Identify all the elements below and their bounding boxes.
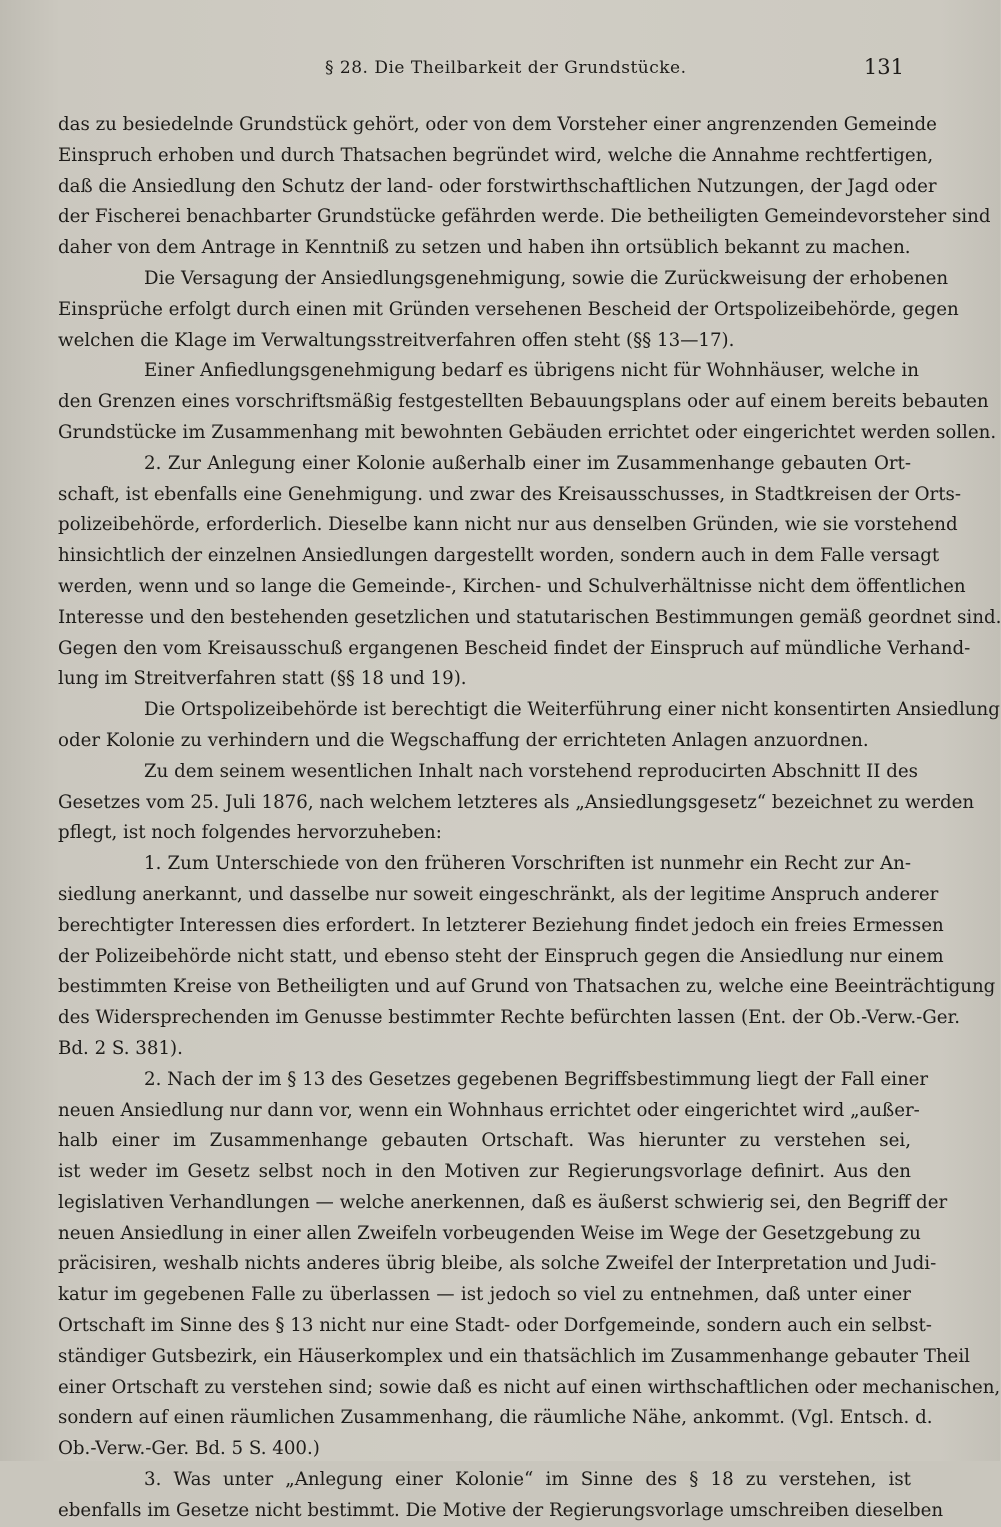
- text-line: Einer Anfiedlungsgenehmigung bedarf es übrigens nicht für Wohnhäuser, welche in: [144, 360, 919, 382]
- text-line: präcisiren, weshalb nichts anderes übrig bleibe, als solche Zweifel der Interpretation und Judi-: [58, 1253, 937, 1275]
- text-line: Einsprüche erfolgt durch einen mit Gründen versehenen Bescheid der Ortspolizeibehörde, gegen: [58, 298, 959, 320]
- text-line: Gegen den vom Kreisausschuß ergangenen Bescheid findet der Einspruch auf mündliche Verhand-: [58, 637, 971, 659]
- text-line: legislativen Verhandlungen — welche anerkennen, daß es äußerst schwierig sei, den Begriff der: [58, 1191, 948, 1213]
- text-line: der Polizeibehörde nicht statt, und ebenso steht der Einspruch gegen die Ansiedlung nur einem: [58, 945, 944, 967]
- text-line: werden, wenn und so lange die Gemeinde-, Kirchen- und Schulverhältnisse nicht dem öffentlichen: [58, 575, 966, 597]
- text-line: Zu dem seinem wesentlichen Inhalt nach vorstehend reproducirten Abschnitt II des: [144, 760, 918, 782]
- text-line: Ortschaft im Sinne des § 13 nicht nur eine Stadt- oder Dorfgemeinde, sondern auch ein selbst-: [58, 1315, 932, 1337]
- text-line: Bd. 2 S. 381).: [58, 1037, 183, 1059]
- text-line: 2. Nach der im § 13 des Gesetzes gegebenen Begriffsbestimmung liegt der Fall einer: [144, 1068, 929, 1090]
- text-line: 1. Zum Unterschiede von den früheren Vorschriften ist nunmehr ein Recht zur An-: [144, 853, 911, 875]
- text-line: bestimmten Kreise von Betheiligten und auf Grund von Thatsachen zu, welche eine Beeinträchtigung: [58, 976, 996, 998]
- text-line: halb einer im Zusammenhange gebauten Ortschaft. Was hierunter zu verstehen sei,: [58, 1130, 911, 1152]
- text-line: sondern auf einen räumlichen Zusammenhang, die räumliche Nähe, ankommt. (Vgl. Entsch. d.: [58, 1407, 933, 1429]
- text-line: Gesetzes vom 25. Juli 1876, nach welchem letzteres als „Ansiedlungsgesetz“ bezeichnet zu werden: [58, 791, 975, 813]
- section-heading: § 28. Die Theilbarkeit der Grundstücke.: [325, 58, 687, 78]
- text-line: ständiger Gutsbezirk, ein Häuserkomplex und ein thatsächlich im Zusammenhange gebauter Theil: [58, 1345, 970, 1367]
- text-line: Die Versagung der Ansiedlungsgenehmigung, sowie die Zurückweisung der erhobenen: [144, 267, 949, 289]
- text-line: berechtigter Interessen dies erfordert. In letzterer Beziehung findet jedoch ein freies Ermessen: [58, 914, 944, 936]
- text-line: neuen Ansiedlung in einer allen Zweifeln vorbeugenden Weise im Wege der Gesetzgebung zu: [58, 1222, 921, 1244]
- text-line: katur im gegebenen Falle zu überlassen — ist jedoch so viel zu entnehmen, daß unter einer: [58, 1284, 911, 1306]
- text-line: hinsichtlich der einzelnen Ansiedlungen dargestellt worden, sondern auch in dem Falle versagt: [58, 545, 940, 567]
- page-number: 131: [863, 55, 904, 79]
- text-line: schaft, ist ebenfalls eine Genehmigung. und zwar des Kreisausschusses, in Stadtkreisen der Orts-: [58, 483, 962, 505]
- text-line: polizeibehörde, erforderlich. Dieselbe kann nicht nur aus denselben Gründen, wie sie vorstehend: [58, 514, 958, 536]
- text-line: den Grenzen eines vorschriftsmäßig festgestellten Bebauungsplans oder auf einem bereits bebauten: [58, 391, 989, 413]
- text-line: Einspruch erhoben und durch Thatsachen begründet wird, welche die Annahme rechtfertigen,: [58, 144, 934, 166]
- text-line: das zu besiedelnde Grundstück gehört, oder von dem Vorsteher einer angrenzenden Gemeinde: [58, 114, 937, 135]
- text-line: welchen die Klage im Verwaltungsstreitverfahren offen steht (§§ 13—17).: [58, 329, 735, 351]
- text-line: Die Ortspolizeibehörde ist berechtigt die Weiterführung einer nicht konsentirten Ansiedlung: [144, 699, 1000, 721]
- text-line: 3. Was unter „Anlegung einer Kolonie“ im Sinne des § 18 zu verstehen, ist: [144, 1469, 911, 1491]
- text-line: ebenfalls im Gesetze nicht bestimmt. Die Motive der Regierungsvorlage umschreiben dieselben: [58, 1499, 944, 1521]
- text-line: der Fischerei benachbarter Grundstücke gefährden werde. Die betheiligten Gemeindevorsteher sind: [58, 206, 991, 228]
- text-line: daß die Ansiedlung den Schutz der land- oder forstwirthschaftlichen Nutzungen, der Jagd oder: [58, 175, 937, 197]
- running-header: [0, 55, 1000, 88]
- text-line: einer Ortschaft zu verstehen sind; sowie daß es nicht auf einen wirthschaftlichen oder mechanischen,: [58, 1376, 1001, 1398]
- text-line: pflegt, ist noch folgendes hervorzuheben:: [58, 822, 442, 844]
- text-line: 2. Zur Anlegung einer Kolonie außerhalb einer im Zusammenhange gebauten Ort-: [144, 452, 911, 474]
- text-line: neuen Ansiedlung nur dann vor, wenn ein Wohnhaus errichtet oder eingerichtet wird „außer-: [58, 1099, 920, 1121]
- text-line: Grundstücke im Zusammenhang mit bewohnten Gebäuden errichtet oder eingerichtet werden sollen.: [58, 421, 997, 443]
- text-line: siedlung anerkannt, und dasselbe nur soweit eingeschränkt, als der legitime Anspruch anderer: [58, 883, 939, 905]
- body-text: [58, 110, 1001, 1527]
- text-line: Interesse und den bestehenden gesetzlichen und statutarischen Bestimmungen gemäß geordnet sind.: [58, 606, 1001, 628]
- text-line: daher von dem Antrage in Kenntniß zu setzen und haben ihn ortsüblich bekannt zu machen.: [58, 237, 911, 259]
- text-line: oder Kolonie zu verhindern und die Wegschaffung der errichteten Anlagen anzuordnen.: [58, 729, 869, 751]
- text-line: Ob.-Verw.-Ger. Bd. 5 S. 400.): [58, 1438, 320, 1460]
- text-line: ist weder im Gesetz selbst noch in den Motiven zur Regierungsvorlage definirt. Aus den: [58, 1161, 911, 1183]
- text-line: des Widersprechenden im Genusse bestimmter Rechte befürchten lassen (Ent. der Ob.-Verw.-Ger.: [58, 1007, 961, 1029]
- text-line: lung im Streitverfahren statt (§§ 18 und 19).: [58, 668, 467, 690]
